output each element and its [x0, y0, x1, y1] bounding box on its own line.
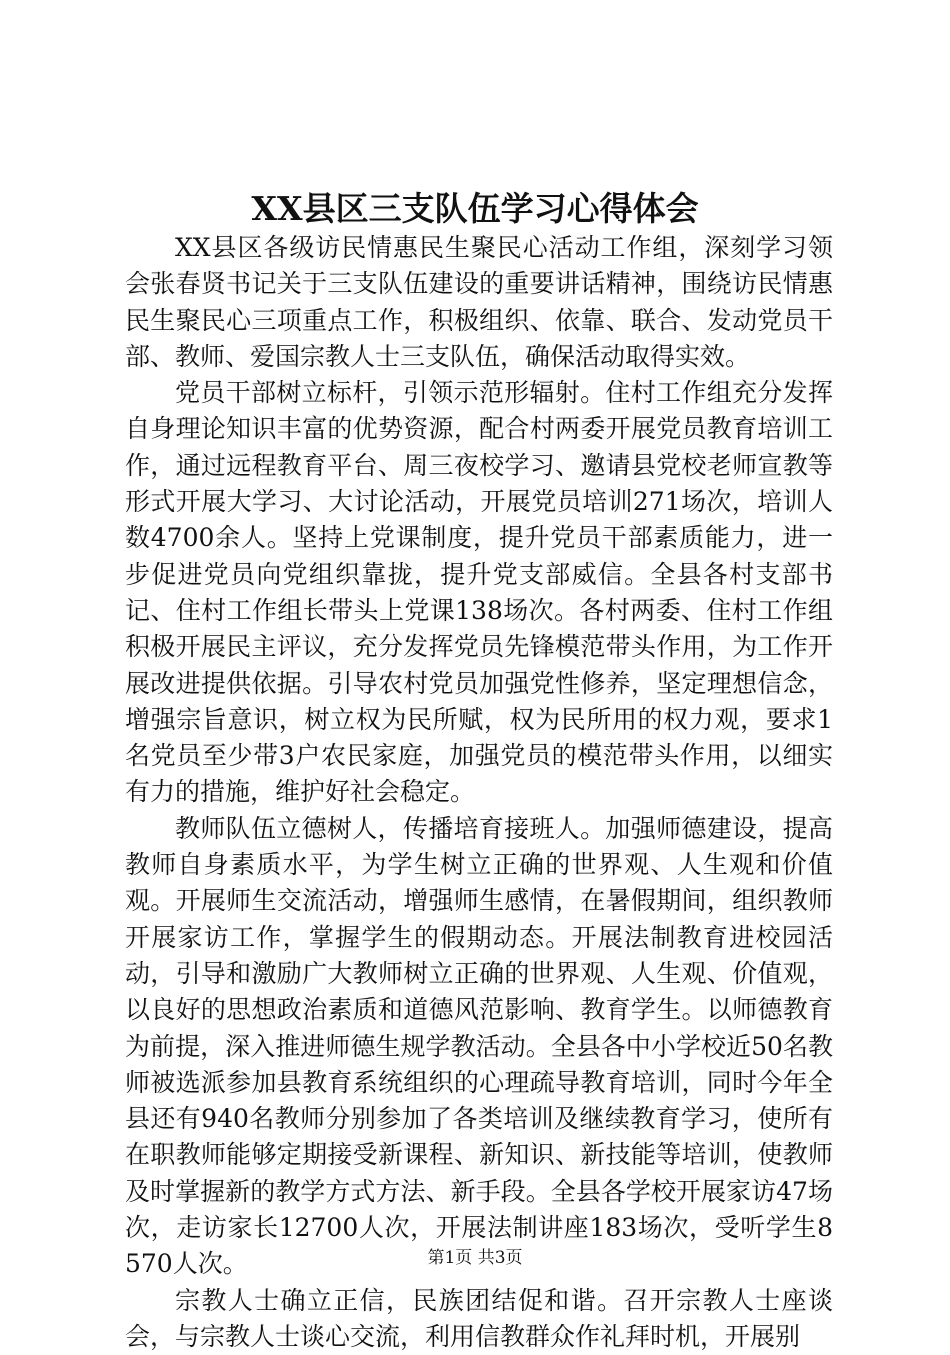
- paragraph-religious: 宗教人士确立正信，民族团结促和谐。召开宗教人士座谈会，与宗教人士谈心交流，利用信教群众作礼拜时机，开展别: [125, 1285, 833, 1351]
- paragraph-party-cadres: 党员干部树立标杆，引领示范形辐射。住村工作组充分发挥自身理论知识丰富的优势资源，配合村两委开展党员教育培训工作，通过远程教育平台、周三夜校学习、邀请县党校老师宣教等形式开展大学习、大讨论活动，开展党员培训271场次，培训人数4700余人。坚持上党课制度，提升党员干部素质能力，进一步促进党员向党组织靠拢，提升党支部威信。全县各村支部书记、住村工作组长带头上党课138场次。各村两委、住村工作组积极开展民主评议，充分发挥党员先锋模范带头作用，为工作开展改进提供依据。引导农村党员加强党性修养，坚定理想信念，增强宗旨意识，树立权为民所赋，权为民所用的权力观，要求1名党员至少带3户农民家庭，加强党员的模范带头作用，以细实有力的措施，维护好社会稳定。: [125, 378, 833, 807]
- document-body: [125, 230, 833, 1355]
- document-title: XX县区三支队伍学习心得体会: [251, 189, 699, 228]
- paragraph-teachers: 教师队伍立德树人，传播培育接班人。加强师德建设，提高教师自身素质水平，为学生树立正确的世界观、人生观和价值观。开展师生交流活动，增强师生感情，在暑假期间，组织教师开展家访工作，掌握学生的假期动态。开展法制教育进校园活动，引导和激励广大教师树立正确的世界观、人生观、价值观，以良好的思想政治素质和道德风范影响、教育学生。以师德教育为前提，深入推进师德生规学教活动。全县各中小学校近50名教师被选派参加县教育系统组织的心理疏导教育培训，同时今年全县还有940名教师分别参加了各类培训及继续教育学习，使所有在职教师能够定期接受新课程、新知识、新技能等培训，使教师及时掌握新的教学方式方法、新手段。全县各学校开展家访47场次，走访家长12700人次，开展法制讲座183场次，受听学生8570人次。: [125, 813, 833, 1279]
- paragraph-intro: XX县区各级访民情惠民生聚民心活动工作组，深刻学习领会张春贤书记关于三支队伍建设的重要讲话精神，围绕访民情惠民生聚民心三项重点工作，积极组织、依靠、联合、发动党员干部、教师、爱国宗教人士三支队伍，确保活动取得实效。: [125, 233, 833, 371]
- page-footer: 第1页 共3页: [427, 1248, 523, 1268]
